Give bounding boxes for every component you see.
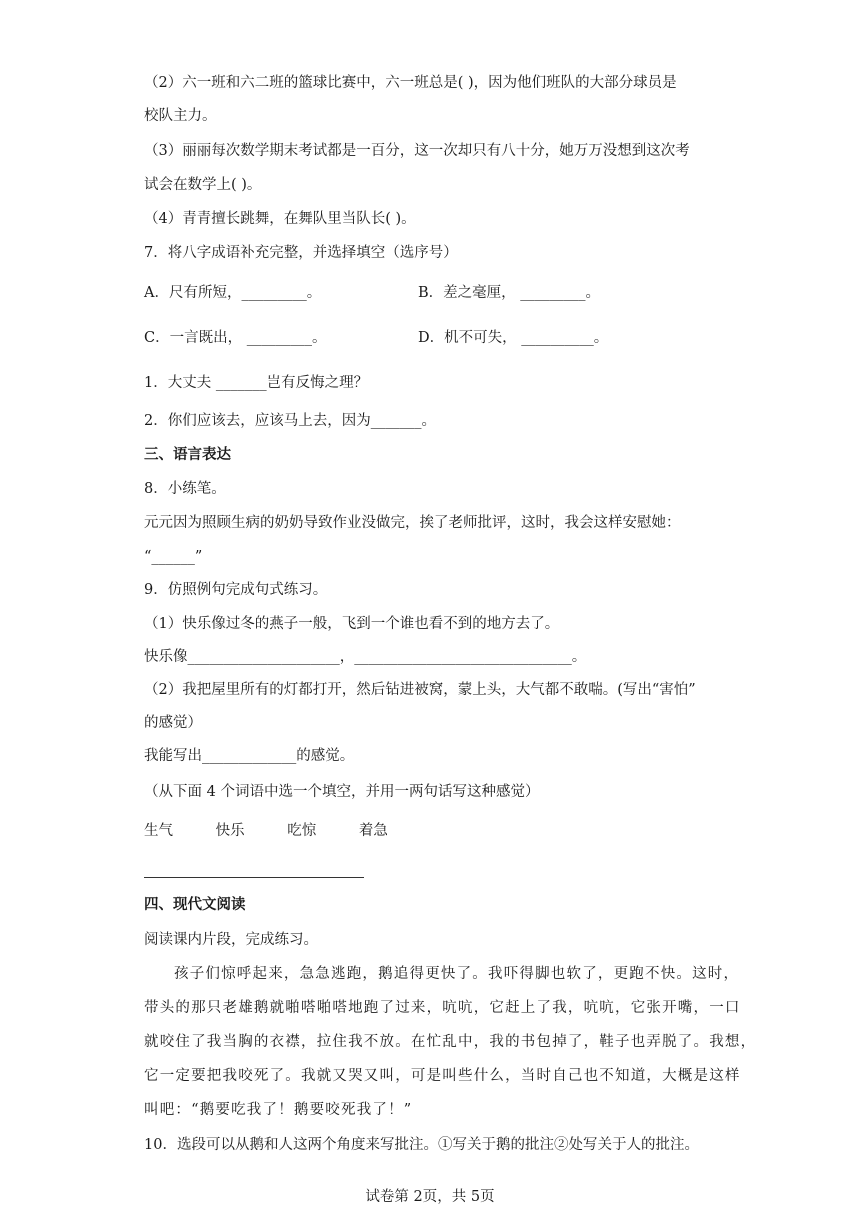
section-3-heading: 三、语言表达 bbox=[144, 446, 231, 463]
question-8: 8．小练笔。 bbox=[144, 481, 226, 497]
q6-item-3-line1: （3）丽丽每次数学期末考试都是一百分，这一次却只有八十分，她万万没想到这次考 bbox=[144, 143, 690, 159]
q7-option-a: A．尺有所短，_________。 bbox=[144, 285, 322, 301]
q9-example-2-line2: 的感觉） bbox=[144, 715, 202, 731]
question-7: 7．将八字成语补充完整，并选择填空（选序号） bbox=[144, 245, 458, 261]
word-choices bbox=[144, 821, 426, 841]
q6-item-2-line1: （2）六一班和六二班的篮球比赛中，六一班总是( )，因为他们班队的大部分球员是 bbox=[144, 75, 677, 91]
q9-example-2-line1: （2）我把屋里所有的灯都打开，然后钻进被窝，蒙上头，大气都不敢喘。(写出“害怕” bbox=[144, 682, 696, 698]
q9-fill-2: 我能写出_____________的感觉。 bbox=[144, 748, 355, 764]
question-9: 9．仿照例句完成句式练习。 bbox=[144, 582, 328, 598]
q7-option-d: D．机不可失， __________。 bbox=[418, 330, 609, 346]
q7-option-b: B．差之毫厘， _________。 bbox=[418, 285, 601, 301]
q9-note: （从下面 4 个词语中选一个填空，并用一两句话写这种感觉） bbox=[144, 784, 540, 800]
word-choice: 着急 bbox=[358, 823, 388, 839]
q7-blank-2: 2．你们应该去，应该马上去，因为_______。 bbox=[144, 413, 436, 429]
q7-option-c: C．一言既出， _________。 bbox=[144, 330, 327, 346]
q8-prompt: 元元因为照顾生病的奶奶导致作业没做完，挨了老师批评，这时，我会这样安慰她： bbox=[144, 515, 681, 531]
word-choice: 吃惊 bbox=[287, 823, 317, 839]
passage-line-3: 就咬住了我当胸的衣襟，拉住我不放。在忙乱中，我的书包掉了，鞋子也弄脱了。我想， bbox=[144, 1034, 757, 1050]
question-10: 10．选段可以从鹅和人这两个角度来写批注。①写关于鹅的批注②处写关于人的批注。 bbox=[144, 1137, 699, 1153]
q7-blank-1: 1．大丈夫 _______岂有反悔之理？ bbox=[144, 375, 369, 391]
passage-line-1: 孩子们惊呼起来，急急逃跑，鹅追得更快了。我吓得脚也软了，更跑不快。这时， bbox=[174, 966, 740, 982]
passage-line-5: 叫吧：“鹅要吃我了！鹅要咬死我了！” bbox=[144, 1102, 413, 1118]
answer-line bbox=[144, 877, 364, 878]
q6-item-4: （4）青青擅长跳舞，在舞队里当队长( )。 bbox=[144, 211, 416, 227]
q8-answer-blank: “______” bbox=[144, 549, 203, 565]
word-choice: 快乐 bbox=[215, 823, 245, 839]
q6-item-2-line2: 校队主力。 bbox=[144, 108, 217, 124]
q9-fill-1: 快乐像_____________________，______________________________。 bbox=[144, 649, 587, 665]
passage-line-4: 它一定要把我咬死了。我就又哭又叫，可是叫些什么，当时自己也不知道，大概是这样 bbox=[144, 1068, 741, 1084]
word-choice: 生气 bbox=[144, 823, 173, 839]
page-footer: 试卷第 2页，共 5页 bbox=[365, 1189, 495, 1205]
reading-intro: 阅读课内片段，完成练习。 bbox=[144, 932, 318, 948]
passage-line-2: 带头的那只老雄鹅就啪嗒啪嗒地跑了过来，吭吭，它赶上了我，吭吭，它张开嘴，一口 bbox=[144, 1000, 741, 1016]
q9-example-1: （1）快乐像过冬的燕子一般，飞到一个谁也看不到的地方去了。 bbox=[144, 616, 560, 632]
q6-item-3-line2: 试会在数学上( )。 bbox=[144, 177, 262, 193]
section-4-heading: 四、现代文阅读 bbox=[144, 896, 246, 913]
